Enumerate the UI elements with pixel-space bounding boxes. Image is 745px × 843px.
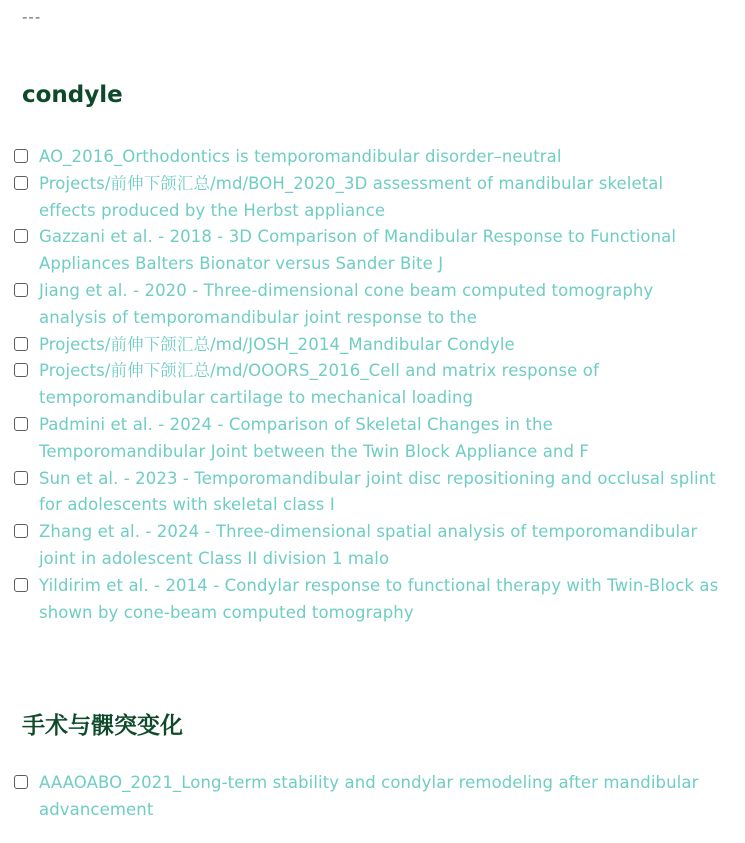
- list-item: [0, 573, 745, 627]
- note-link[interactable]: Projects/前伸下颌汇总/md/BOH_2020_3D assessment of mandibular skeletal effects produced by the Herbst appliance: [39, 173, 664, 220]
- section-heading-condyle: condyle: [22, 82, 123, 108]
- note-link[interactable]: Yildirim et al. - 2014 - Condylar response to functional therapy with Twin-Block as shown by cone-beam computed tomography: [39, 575, 719, 622]
- note-link[interactable]: Padmini et al. - 2024 - Comparison of Skeletal Changes in the Temporomandibular Joint between the Twin Block Appliance and F: [39, 414, 589, 461]
- task-checkbox[interactable]: [14, 229, 28, 243]
- list-item: [0, 770, 745, 824]
- list-item: [0, 358, 745, 412]
- task-checkbox[interactable]: [14, 283, 28, 297]
- note-link[interactable]: AAAOABO_2021_Long-term stability and condylar remodeling after mandibular advancement: [39, 773, 699, 819]
- task-checkbox[interactable]: [14, 417, 28, 431]
- list-item: [0, 144, 745, 171]
- list-item: [0, 278, 745, 332]
- task-list-surgery: [0, 770, 745, 824]
- list-item: [0, 171, 745, 225]
- task-checkbox[interactable]: [14, 775, 28, 789]
- task-checkbox[interactable]: [14, 471, 28, 485]
- task-checkbox[interactable]: [14, 149, 28, 163]
- list-item: [0, 412, 745, 466]
- task-list-condyle: [0, 144, 745, 626]
- horizontal-rule: ---: [22, 8, 42, 26]
- note-link[interactable]: Gazzani et al. - 2018 - 3D Comparison of Mandibular Response to Functional Appliances Balters Bionator versus Sander Bite J: [39, 227, 677, 274]
- list-item: [0, 519, 745, 573]
- note-link[interactable]: Projects/前伸下颌汇总/md/JOSH_2014_Mandibular Condyle: [39, 334, 515, 354]
- task-checkbox[interactable]: [14, 337, 28, 351]
- section-heading-surgery-condyle-change: 手术与髁突变化: [22, 713, 183, 739]
- note-link[interactable]: Jiang et al. - 2020 - Three-dimensional cone beam computed tomography analysis of temporomandibular joint response to the: [39, 280, 654, 327]
- task-checkbox[interactable]: [14, 176, 28, 190]
- note-link[interactable]: AO_2016_Orthodontics is temporomandibular disorder–neutral: [39, 147, 562, 166]
- list-item: [0, 466, 745, 520]
- note-link[interactable]: Projects/前伸下颌汇总/md/OOORS_2016_Cell and matrix response of temporomandibular cartilage to mechanical loading: [39, 361, 599, 408]
- task-checkbox[interactable]: [14, 524, 28, 538]
- note-link[interactable]: Zhang et al. - 2024 - Three-dimensional spatial analysis of temporomandibular joint in adolescent Class II division 1 malo: [39, 522, 698, 568]
- note-link[interactable]: Sun et al. - 2023 - Temporomandibular joint disc repositioning and occlusal splint for adolescents with skeletal class I: [39, 468, 716, 515]
- task-checkbox[interactable]: [14, 363, 28, 377]
- list-item: [0, 224, 745, 278]
- task-checkbox[interactable]: [14, 578, 28, 592]
- list-item: [0, 332, 745, 359]
